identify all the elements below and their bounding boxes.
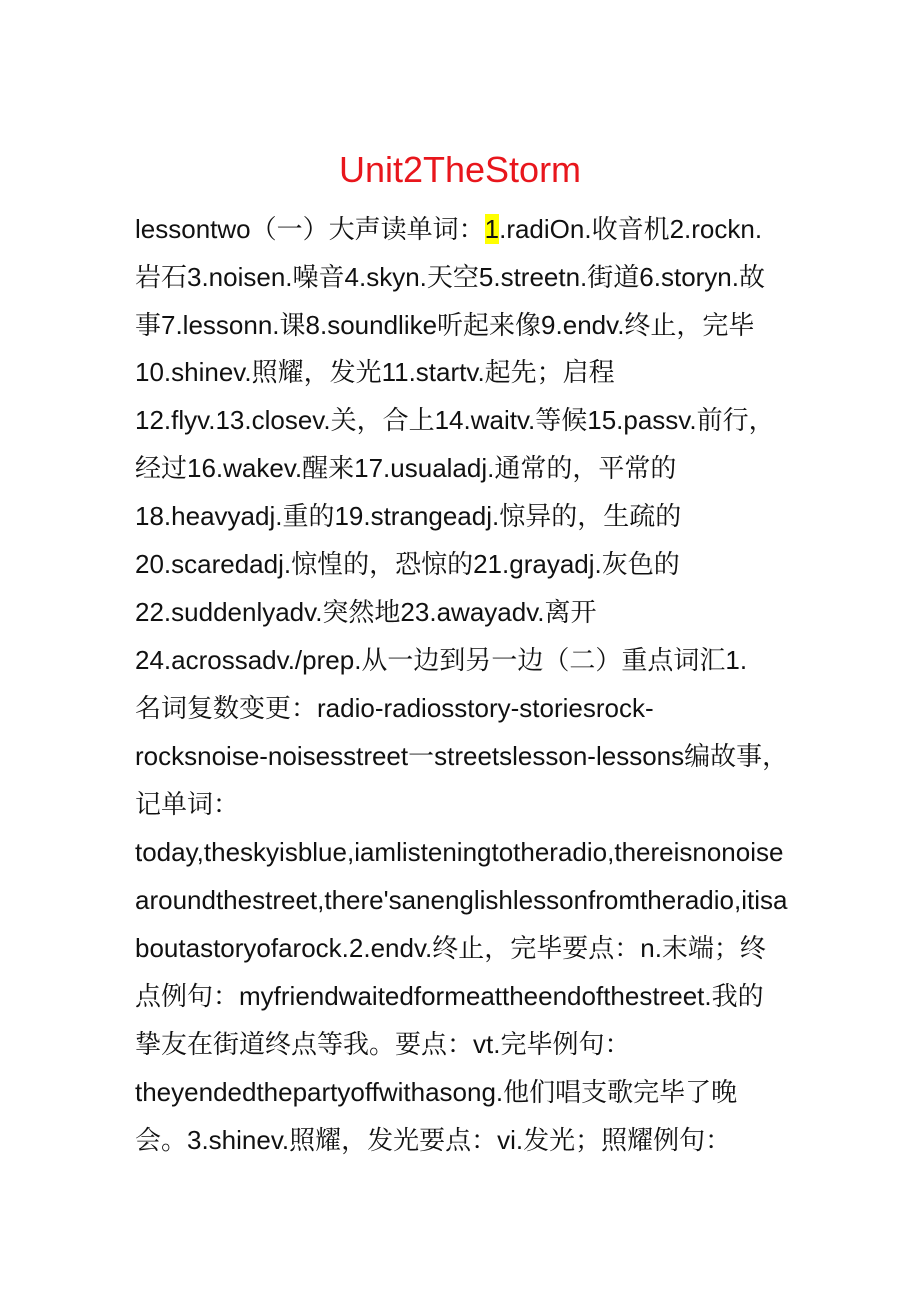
text-line-19: theyendedthepartyoffwithasong.他们唱支歌完毕了晚 [135, 1077, 738, 1107]
text-line-12: rocksnoise-noisesstreet一streetslesson-lessons编故事， [135, 741, 789, 771]
line-1-end: .radiOn.收音机2.rockn. [499, 214, 763, 244]
text-line-9: 22.suddenlyadv.突然地23.awayadv.离开 [135, 597, 597, 627]
text-line-2: 岩石3.noisen.噪音4.skyn.天空5.streetn.街道6.storyn.故 [135, 262, 765, 292]
text-line-8: 20.scaredadj.惊惶的，恐惊的21.grayadj.灰色的 [135, 549, 680, 579]
text-line-17: 点例句：myfriendwaitedformeattheendofthestreet.我的 [135, 981, 764, 1011]
text-line-14: today,theskyisblue,iamlisteningtotheradio,thereisnonoise [135, 837, 784, 867]
text-line-5: 12.flyv.13.closev.关，合上14.waitv.等候15.passv.前行， [135, 405, 775, 435]
text-line-6: 经过16.wakev.醒来17.usualadj.通常的，平常的 [135, 453, 677, 483]
text-line-15: aroundthestreet,there'sanenglishlessonfromtheradio,itisa [135, 885, 788, 915]
text-line-20: 会。3.shinev.照耀，发光要点：vi.发光；照耀例句： [135, 1125, 732, 1155]
text-line-13: 记单词： [135, 789, 240, 819]
text-line-7: 18.heavyadj.重的19.strangeadj.惊异的，生疏的 [135, 501, 682, 531]
text-line-10: 24.acrossadv./prep.从一边到另一边（二）重点词汇1. [135, 645, 748, 675]
text-line-3: 事7.lessonn.课8.soundlike听起来像9.endv.终止，完毕 [135, 310, 755, 340]
text-line-11: 名词复数变更：radio-radiosstory-storiesrock- [135, 693, 654, 723]
text-line-18: 挚友在街道终点等我。要点：vt.完毕例句： [135, 1029, 631, 1059]
text-line-16: boutastoryofarock.2.endv.终止，完毕要点：n.末端；终 [135, 933, 766, 963]
text-line-1 [135, 211, 795, 247]
highlighted-number: 1 [484, 214, 500, 244]
text-line-4: 10.shinev.照耀，发光11.startv.起先；启程 [135, 357, 615, 387]
document-title: Unit2TheStorm [338, 149, 582, 190]
line-1-start: lessontwo（一）大声读单词： [135, 214, 485, 244]
